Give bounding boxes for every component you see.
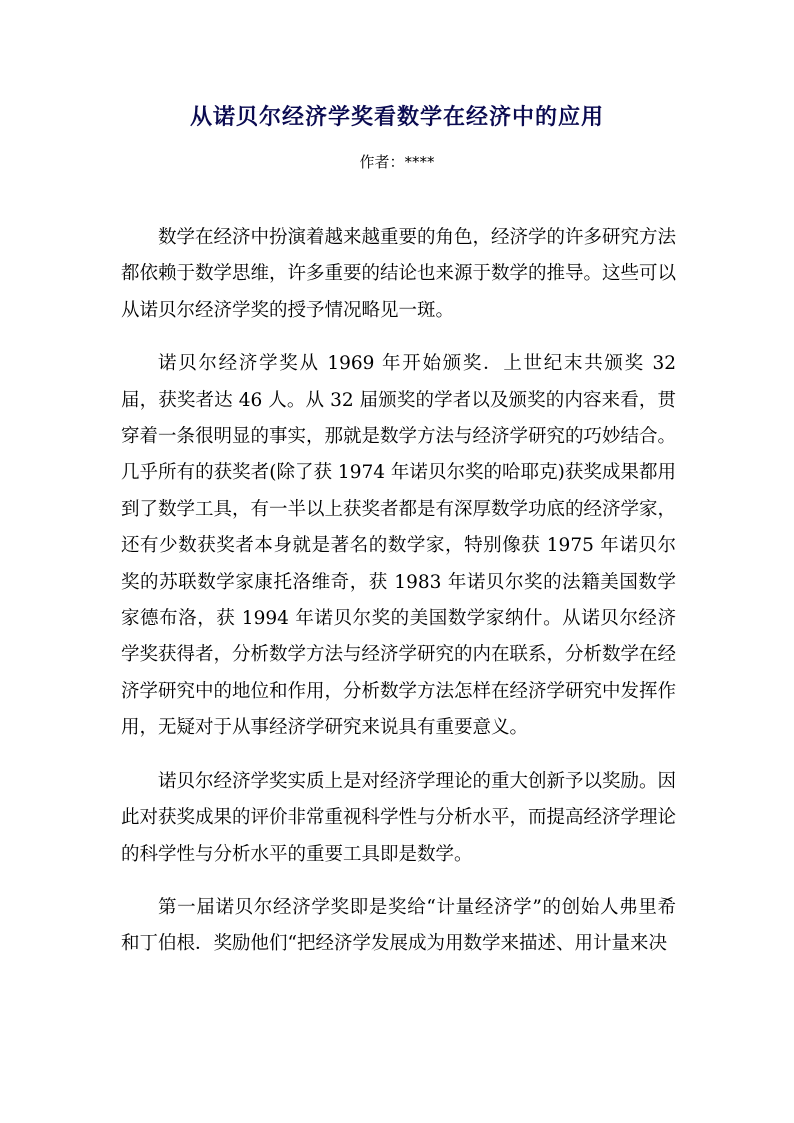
paragraph-2: 诺贝尔经济学奖从 1969 年开始颁奖．上世纪末共颁奖 32 届，获奖者达 46 人。从 32 届颁奖的学者以及颁奖的内容来看，贯穿着一条很明显的事实，那就是数学方法与经济学研究的巧妙结合。几乎所有的获奖者(除了获 1974 年诺贝尔奖的哈耶克)获奖成果都用到了数学工具，有一半以上获奖者都是有深厚数学功底的经济学家，还有少数获奖者本身就是著名的数学家，特别像获 1975 年诺贝尔奖的苏联数学家康托洛维奇，获 1983 年诺贝尔奖的法籍美国数学家德布洛，获 1994 年诺贝尔奖的美国数学家纳什。从诺贝尔经济学奖获得者，分析数学方法与经济学研究的内在联系，分析数学在经济学研究中的地位和作用，分析数学方法怎样在经济学研究中发挥作用，无疑对于从事经济学研究来说具有重要意义。: [121, 353, 677, 739]
document-title: 从诺贝尔经济学奖看数学在经济中的应用: [189, 104, 604, 130]
paragraph-4: 第一届诺贝尔经济学奖即是奖给“计量经济学”的创始人弗里希和丁伯根．奖励他们“把经济学发展成为用数学来描述、用计量来决: [121, 896, 676, 955]
document-body: [121, 220, 676, 980]
paragraph-1: 数学在经济中扮演着越来越重要的角色，经济学的许多研究方法都依赖于数学思维，许多重要的结论也来源于数学的推导。这些可以从诺贝尔经济学奖的授予情况略见一斑。: [121, 227, 677, 321]
document-author: 作者：****: [359, 153, 435, 171]
paragraph-3: 诺贝尔经济学奖实质上是对经济学理论的重大创新予以奖励。因此对获奖成果的评价非常重视科学性与分析水平，而提高经济学理论的科学性与分析水平的重要工具即是数学。: [121, 770, 677, 865]
